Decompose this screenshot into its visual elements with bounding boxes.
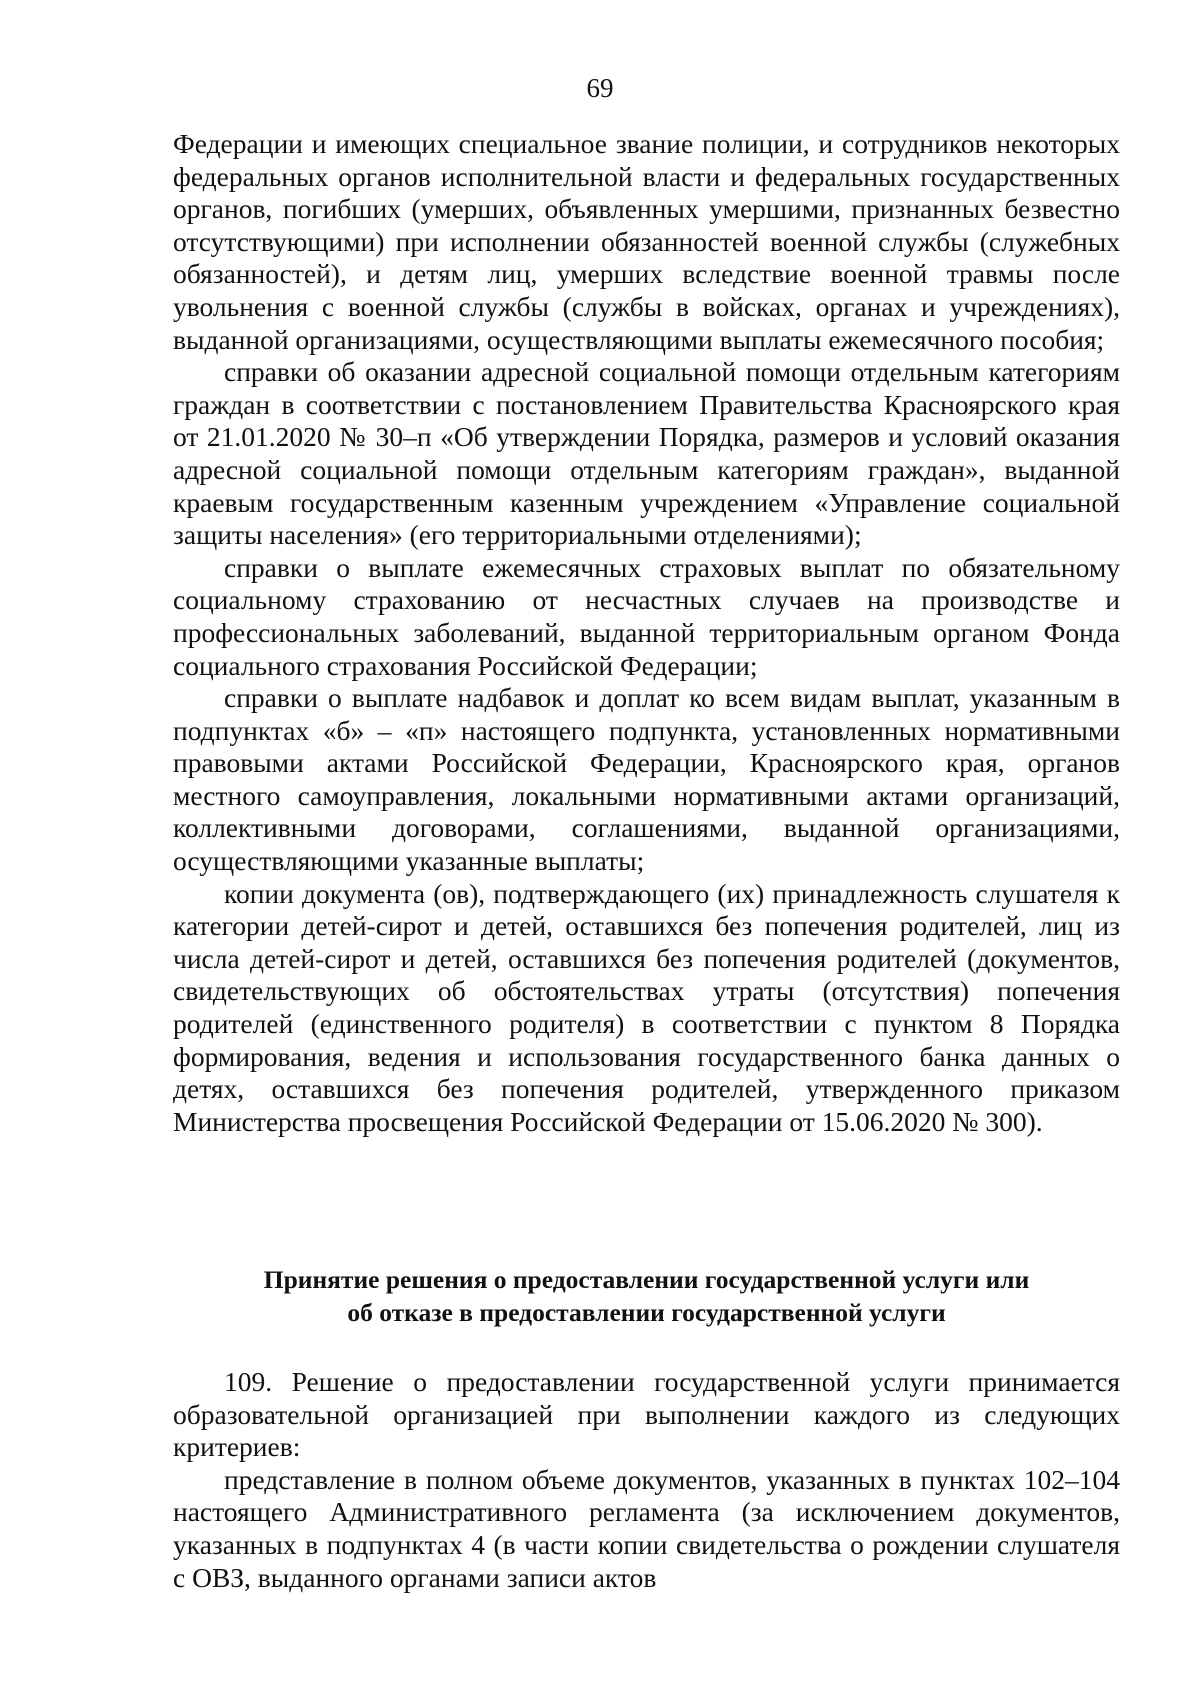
body-text-top: [173, 128, 1120, 1138]
paragraph-continuation: Федерации и имеющих специальное звание полиции, и сотрудников некоторых федеральных органов исполнительной власти и федеральных государственных органов, погибших (умерших, объявленных умершими, признанных безвестно отсутствующими) при исполнении обязанностей военной службы (служебных обязанностей), и детям лиц, умерших вследствие военной травмы после увольнения с военной службы (службы в войсках, органах и учреждениях), выданной организациями, осуществляющими выплаты ежемесячного пособия;: [173, 128, 1120, 355]
paragraph-social-assistance: справки об оказании адресной социальной помощи отдельным категориям граждан в соответствии с постановлением Правительства Красноярского края от 21.01.2020 № 30–п «Об утверждении Порядка, размеров и условий оказания адресной социальной помощи отдельным категориям граждан», выданной краевым государственным казенным учреждением «Управление социальной защиты населения» (его территориальными отделениями);: [173, 356, 1120, 551]
paragraph-allowances: справки о выплате надбавок и доплат ко всем видам выплат, указанным в подпунктах «б» – «п» настоящего подпункта, установленных нормативными правовыми актами Российской Федерации, Красноярского края, органов местного самоуправления, локальными нормативными актами организаций, коллективными договорами, соглашениями, выданной организациями, осуществляющими указанные выплаты;: [173, 682, 1120, 877]
paragraph-insurance-payments: справки о выплате ежемесячных страховых выплат по обязательному социальному страхованию от несчастных случаев на производстве и профессиональных заболеваний, выданной территориальным органом Фонда социального страхования Российской Федерации;: [173, 551, 1120, 681]
paragraph-documents-criterion: представление в полном объеме документов, указанных в пунктах 102–104 настоящего Административного регламента (за исключением документов, указанных в подпунктах 4 (в части копии свидетельства о рождении слушателя с ОВЗ, выданного органами записи актов: [173, 1463, 1120, 1593]
paragraph-109: 109. Решение о предоставлении государственной услуги принимается образовательной организацией при выполнении каждого из следующих критериев:: [173, 1366, 1120, 1463]
section-heading-line-2: об отказе в предоставлении государственной услуги: [347, 1298, 946, 1327]
section-heading: [173, 1263, 1120, 1329]
body-text-bottom: [173, 1366, 1120, 1594]
page-number: 69: [586, 73, 614, 103]
paragraph-orphan-documents: копии документа (ов), подтверждающего (их) принадлежность слушателя к категории детей-сирот и детей, оставшихся без попечения родителей, лиц из числа детей-сирот и детей, оставшихся без попечения родителей (документов, свидетельствующих об обстоятельствах утраты (отсутствия) попечения родителей (единственного родителя) в соответствии с пунктом 8 Порядка формирования, ведения и использования государственного банка данных о детях, оставшихся без попечения родителей, утвержденного приказом Министерства просвещения Российской Федерации от 15.06.2020 № 300).: [173, 877, 1120, 1137]
section-heading-line-1: Принятие решения о предоставлении государственной услуги или: [263, 1265, 1030, 1294]
